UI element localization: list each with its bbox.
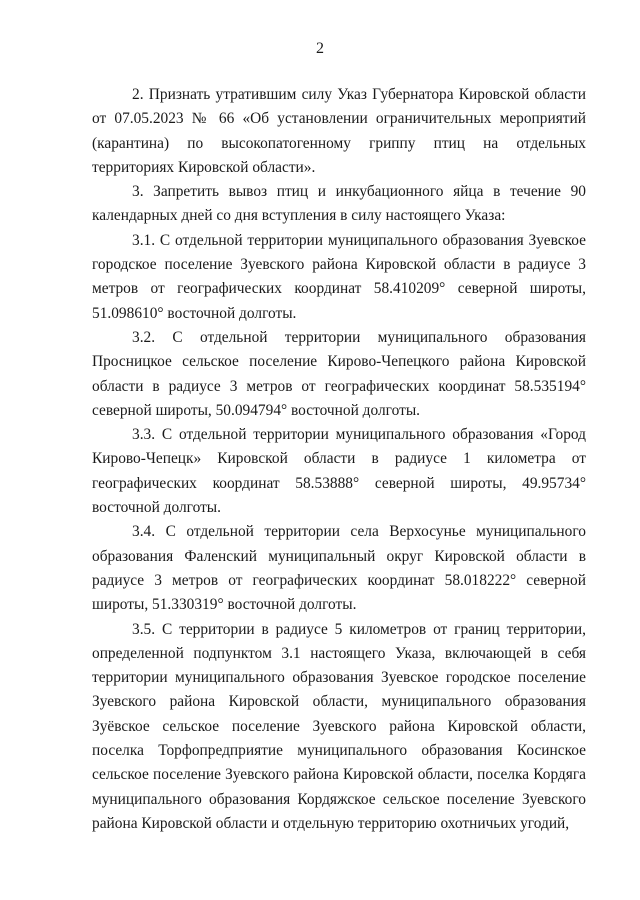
document-body xyxy=(92,83,586,836)
paragraph-subitem-3-5: 3.5. С территории в радиусе 5 километров от границ территории, определенной подпунктом 3.1 настоящего Указа, включающей в себя территории муниципального образования Зуевское городское поселение Зуевского района Кировской области, муниципального образования Зуёвское сельское поселение Зуевского района Кировской области, поселка Торфопредприятие муниципального образования Косинское сельское поселение Зуевского района Кировской области, поселка Кордяга муниципального образования Кордяжское сельское поселение Зуевского района Кировской области и отдельную территорию охотничьих угодий, xyxy=(92,620,586,832)
page-number: 2 xyxy=(316,40,324,57)
paragraph-subitem-3-2: 3.2. С отдельной территории муниципального образования Просницкое сельское поселение Кирово-Чепецкого района Кировской области в радиусе 3 метров от географических координат 58.535194° северной широты, 50.094794° восточной долготы. xyxy=(92,328,586,419)
paragraph-subitem-3-1: 3.1. С отдельной территории муниципального образования Зуевское городское поселение Зуевского района Кировской области в радиусе 3 метров от географических координат 58.410209° северной широты, 51.098610° восточной долготы. xyxy=(92,231,586,322)
paragraph-item-3: 3. Запретить вывоз птиц и инкубационного яйца в течение 90 календарных дней со дня вступления в силу настоящего Указа: xyxy=(92,183,586,225)
paragraph-subitem-3-4: 3.4. С отдельной территории села Верхосунье муниципального образования Фаленский муниципальный округ Кировской области в радиусе 3 метров от географических координат 58.018222° северной широты, 51.330319° восточной долготы. xyxy=(92,523,586,614)
paragraph-item-2: 2. Признать утратившим силу Указ Губернатора Кировской области от 07.05.2023 № 66 «Об установлении ограничительных мероприятий (карантина) по высокопатогенному гриппу птиц на отдельных территориях Кировской области». xyxy=(92,86,586,176)
paragraph-subitem-3-3: 3.3. С отдельной территории муниципального образования «Город Кирово-Чепецк» Кировской области в радиусе 1 километра от географических координат 58.53888° северной широты, 49.95734° восточной долготы. xyxy=(92,426,586,517)
